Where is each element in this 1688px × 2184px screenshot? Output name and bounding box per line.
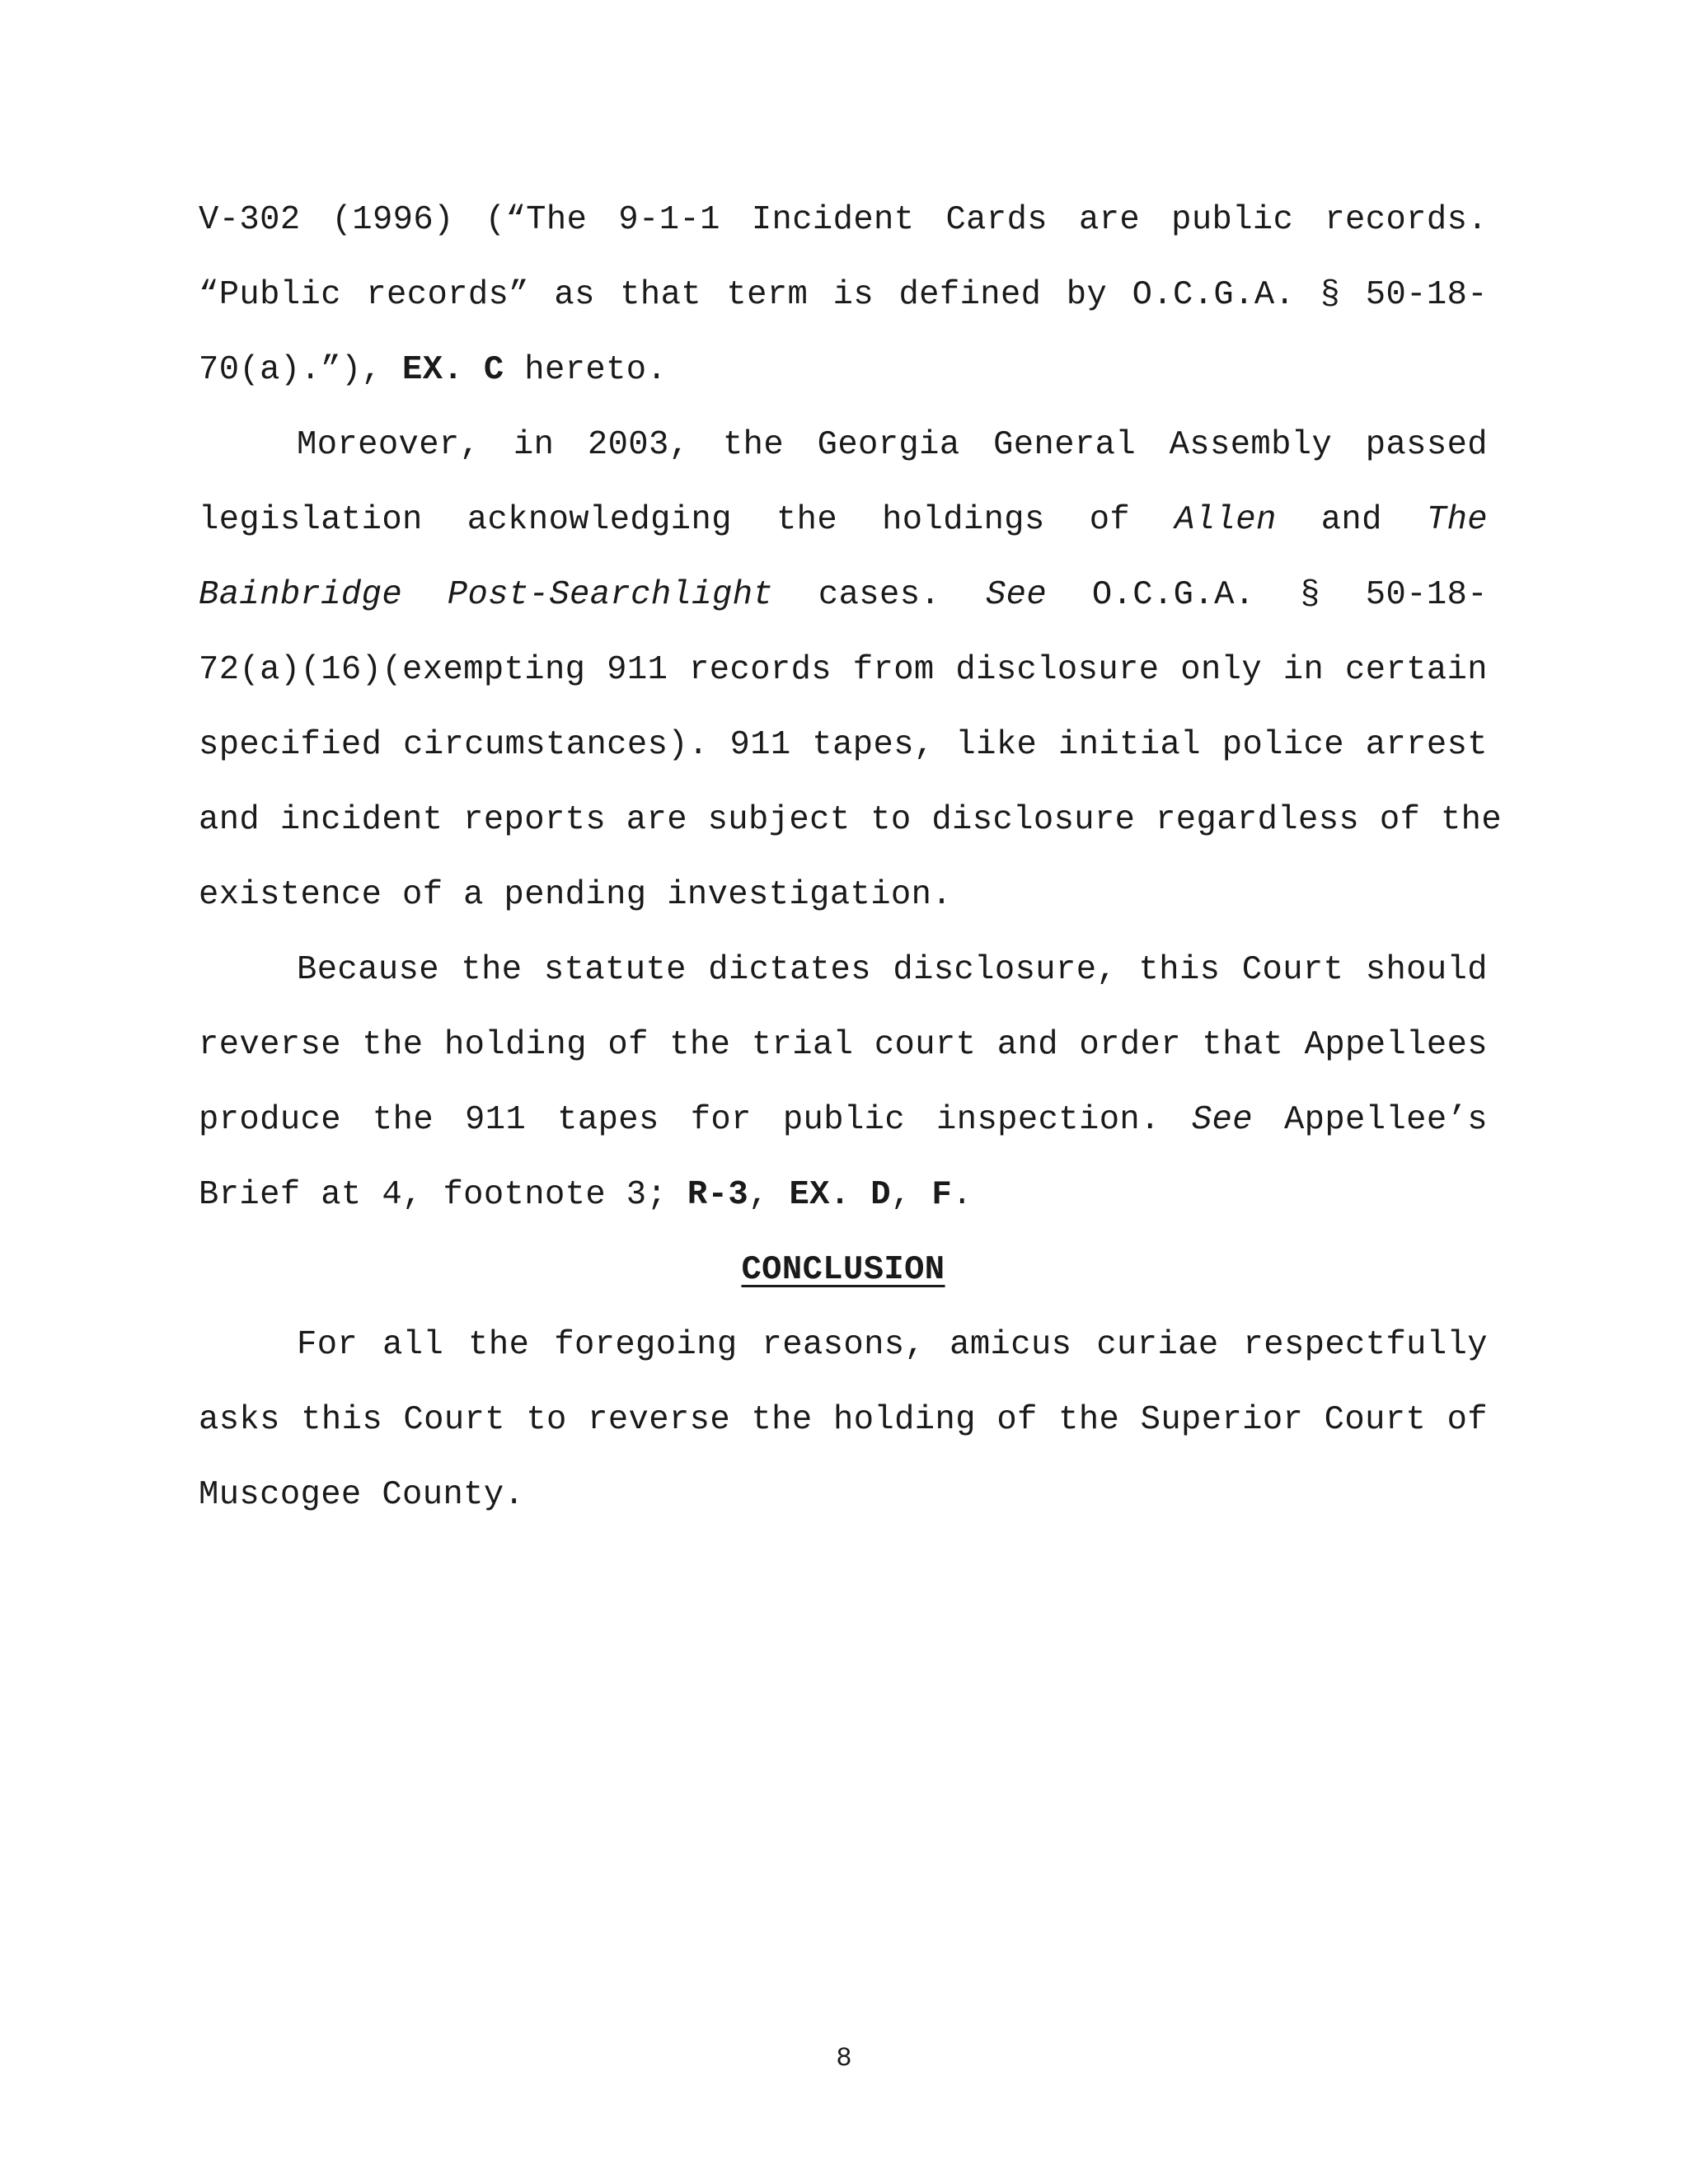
text-run: produce the 911 tapes for public inspection. — [199, 1101, 1192, 1139]
conclusion-heading-row — [199, 1233, 1488, 1308]
paragraph-statute-disclosure — [199, 933, 1488, 1233]
text-line — [199, 858, 1488, 933]
text-run: , — [748, 1176, 790, 1214]
text-run: specified circumstances). 911 tapes, like initial police arrest — [199, 726, 1488, 764]
text-run: O.C.G.A. § 50-18- — [1047, 576, 1489, 614]
text-run: Because the statute dictates disclosure, this Court should — [297, 951, 1488, 989]
citation-signal: See — [985, 576, 1048, 614]
text-run: and incident reports are subject to disclosure regardless of the — [199, 801, 1503, 839]
text-run: Brief at 4, footnote 3; — [199, 1176, 687, 1214]
exhibit-reference: F — [931, 1176, 953, 1214]
text-line — [199, 408, 1488, 483]
case-name: Allen — [1175, 501, 1277, 539]
text-line — [199, 783, 1503, 858]
text-run: . — [952, 1176, 973, 1214]
text-line — [199, 1083, 1488, 1158]
text-line — [199, 1158, 1488, 1233]
text-line — [199, 258, 1488, 333]
text-line — [199, 708, 1488, 783]
exhibit-reference: EX. D — [789, 1176, 891, 1214]
section-heading: CONCLUSION — [741, 1251, 945, 1289]
text-run: V-302 (1996) (“The 9-1-1 Incident Cards are public records. — [199, 201, 1488, 239]
text-run: 70(a).”), — [199, 351, 403, 389]
case-name: The — [1426, 501, 1488, 539]
text-run: and — [1276, 501, 1427, 539]
exhibit-reference: EX. C — [402, 351, 504, 389]
text-line — [199, 633, 1488, 708]
text-run: asks this Court to reverse the holding of the Superior Court of — [199, 1401, 1488, 1439]
text-run: “Public records” as that term is defined by O.C.G.A. § 50-18- — [199, 276, 1488, 314]
text-run: legislation acknowledging the holdings of — [199, 501, 1175, 539]
text-line — [199, 558, 1488, 633]
text-run: cases. — [773, 576, 986, 614]
paragraph-conclusion — [199, 1308, 1488, 1533]
text-line — [199, 1308, 1488, 1383]
paragraph-citation-continuation — [199, 183, 1488, 408]
text-run: , — [890, 1176, 932, 1214]
text-line — [199, 1383, 1488, 1458]
text-line — [199, 183, 1488, 258]
case-name: Bainbridge Post-Searchlight — [199, 576, 774, 614]
text-run: existence of a pending investigation. — [199, 876, 953, 914]
text-line — [199, 483, 1488, 558]
text-run: Muscogee County. — [199, 1476, 525, 1514]
record-reference: R-3 — [687, 1176, 749, 1214]
text-run: For all the foregoing reasons, amicus curiae respectfully — [297, 1326, 1488, 1364]
text-line — [199, 1008, 1488, 1083]
page-number: 8 — [836, 2043, 852, 2074]
text-run: Appellee’s — [1252, 1101, 1488, 1139]
text-line — [199, 933, 1488, 1008]
text-run: reverse the holding of the trial court and order that Appellees — [199, 1026, 1488, 1064]
text-line — [199, 333, 1488, 408]
document-body — [199, 183, 1503, 1533]
citation-signal: See — [1191, 1101, 1253, 1139]
paragraph-legislation — [199, 408, 1503, 933]
text-run: Moreover, in 2003, the Georgia General Assembly passed — [297, 426, 1488, 464]
text-line — [199, 1458, 1488, 1533]
text-run: hereto. — [504, 351, 668, 389]
text-run: 72(a)(16)(exempting 911 records from disclosure only in certain — [199, 651, 1488, 689]
